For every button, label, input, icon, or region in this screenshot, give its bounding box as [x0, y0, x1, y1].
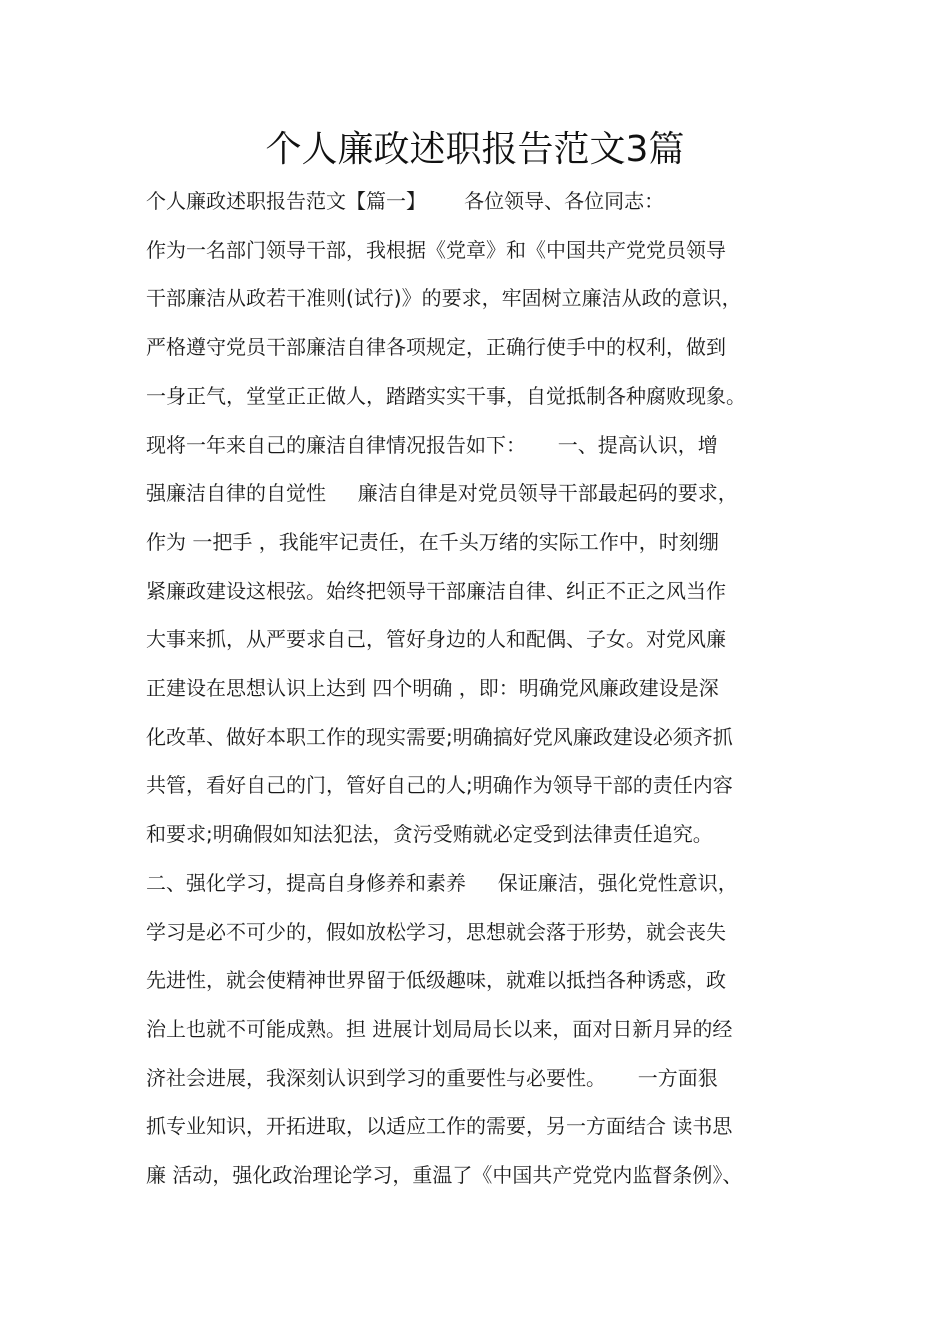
body-line: 廉 活动，强化政治理论学习，重温了《中国共产党党内监督条例》、 — [146, 1163, 743, 1187]
body-line: 现将一年来自己的廉洁自律情况报告如下： 一、提高认识，增 — [146, 432, 718, 457]
body-line: 个人廉政述职报告范文【篇一】 各位领导、各位同志： — [146, 189, 665, 213]
body-line: 共管，看好自己的门，管好自己的人;明确作为领导干部的责任内容 — [146, 773, 733, 798]
body-line: 强廉洁自律的自觉性 廉洁自律是对党员领导干部最起码的要求， — [146, 481, 738, 506]
body-line: 化改革、做好本职工作的现实需要;明确搞好党风廉政建设必须齐抓 — [146, 724, 733, 749]
body-line: 干部廉洁从政若干准则(试行)》的要求，牢固树立廉洁从政的意识， — [146, 286, 742, 311]
body-line: 济社会进展，我深刻认识到学习的重要性与必要性。 一方面狠 — [146, 1065, 718, 1090]
document-title: 个人廉政述职报告范文3篇 — [265, 129, 685, 170]
body-line: 作为一名部门领导干部，我根据《党章》和《中国共产党党员领导 — [146, 237, 726, 262]
body-line: 学习是必不可少的，假如放松学习，思想就会落于形势，就会丧失 — [146, 919, 726, 944]
body-line: 紧廉政建设这根弦。始终把领导干部廉洁自律、纠正不正之风当作 — [146, 578, 726, 603]
body-line: 一身正气，堂堂正正做人，踏踏实实干事，自觉抵制各种腐败现象。 — [146, 383, 746, 408]
body-line: 大事来抓，从严要求自己，管好身边的人和配偶、子女。对党风廉 — [146, 627, 726, 652]
body-line: 作为 一把手 ，我能牢记责任，在千头万绪的实际工作中，时刻绷 — [146, 529, 719, 554]
body-line: 先进性，就会使精神世界留于低级趣味，就难以抵挡各种诱惑，政 — [146, 968, 726, 993]
body-line: 抓专业知识，开拓进取，以适应工作的需要，另一方面结合 读书思 — [146, 1114, 733, 1139]
body-line: 和要求;明确假如知法犯法，贪污受贿就必定受到法律责任追究。 — [146, 822, 713, 847]
body-line: 严格遵守党员干部廉洁自律各项规定，正确行使手中的权利，做到 — [146, 335, 726, 360]
body-line: 二、强化学习，提高自身修养和素养 保证廉洁，强化党性意识， — [146, 870, 738, 895]
body-line: 正建设在思想认识上达到 四个明确 ，即：明确党风廉政建设是深 — [146, 676, 719, 700]
body-line: 治上也就不可能成熟。担 进展计划局局长以来，面对日新月异的经 — [146, 1016, 733, 1041]
